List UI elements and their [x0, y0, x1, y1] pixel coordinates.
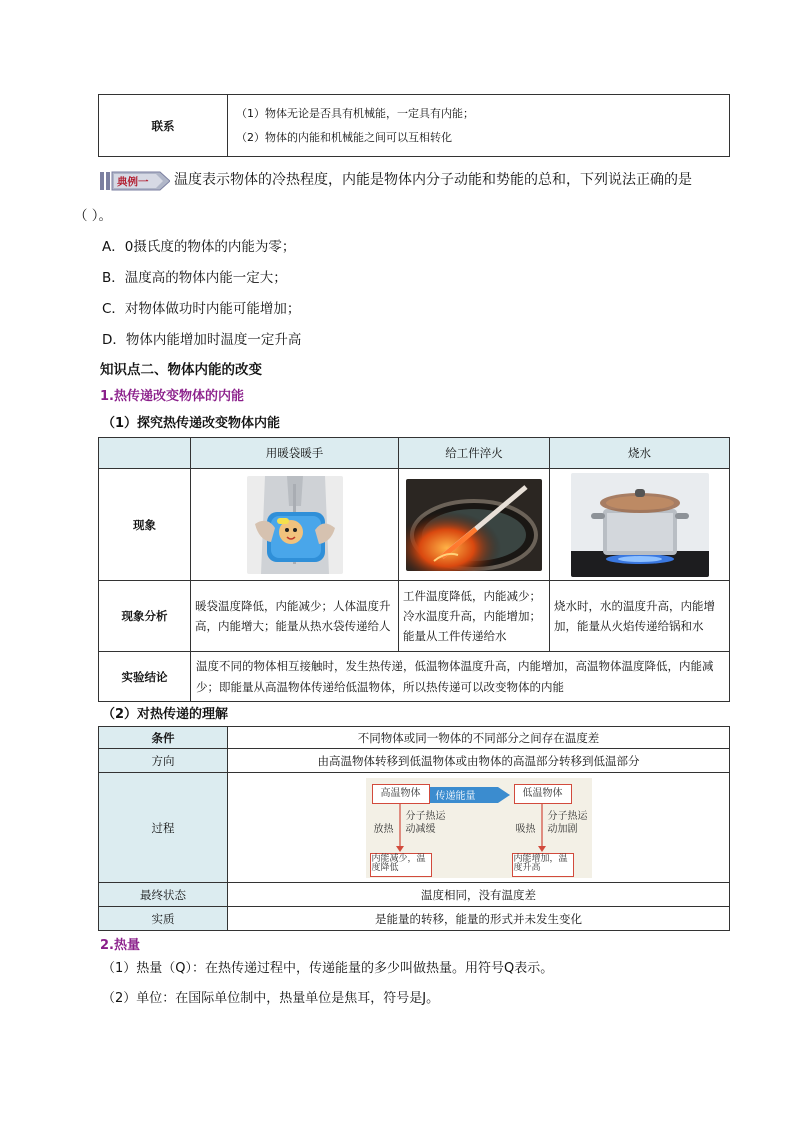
final-state-value: 温度相同，没有温度差 [228, 883, 730, 907]
phenomenon-warmer [191, 469, 399, 581]
section2-sub2-1: （1）热量（Q）：在热传递过程中，传递能量的多少叫做热量。用符号Q表示。 [102, 961, 554, 976]
row-conclusion-label: 实验结论 [99, 652, 191, 702]
essence-value: 是能量的转移，能量的形式并未发生变化 [228, 907, 730, 931]
process-diagram-cell [228, 773, 730, 883]
analysis-quench: 工件温度降低，内能减少；冷水温度升高，内能增加；能量从工件传递给水 [399, 581, 550, 652]
relation-table [98, 94, 730, 157]
option-c: C．对物体做功时内能可能增加； [102, 301, 301, 317]
high-temp-box: 高温物体 [372, 784, 430, 804]
low-temp-box: 低温物体 [514, 784, 572, 804]
option-b: B．温度高的物体内能一定大； [102, 270, 287, 286]
relation-content [228, 95, 730, 157]
analysis-boil: 烧水时，水的温度升高，内能增加，能量从火焰传递给锅和水 [550, 581, 730, 652]
relation-label: 联系 [99, 95, 228, 157]
option-d: D．物体内能增加时温度一定升高 [102, 332, 302, 348]
header-warmer: 用暖袋暖手 [191, 438, 399, 469]
essence-label: 实质 [99, 907, 228, 931]
relation-item-2: （2）物体的内能和机械能之间可以互相转化 [236, 130, 452, 144]
phenomenon-boil [550, 469, 730, 581]
phenomenon-quench [399, 469, 550, 581]
left-result-box: 内能减少，温度降低 [370, 853, 432, 877]
option-a: A．0摄氏度的物体的内能为零； [102, 239, 296, 255]
example-tag [100, 170, 170, 192]
conclusion-text: 温度不同的物体相互接触时，发生热传递，低温物体温度升高，内能增加，高温物体温度降低，内能减少；即能量从高温物体传递给低温物体，所以热传递可以改变物体的内能 [191, 652, 730, 702]
boiling-pot-image [571, 473, 709, 577]
example-question-line2: （ ）。 [74, 208, 113, 224]
direction-label: 方向 [99, 749, 228, 773]
example-tag-label: 典例一 [117, 176, 149, 188]
header-quench: 给工件淬火 [399, 438, 550, 469]
final-state-label: 最终状态 [99, 883, 228, 907]
explore-table [98, 437, 730, 702]
section2-title: 知识点二、物体内能的改变 [100, 362, 262, 378]
example-question-line1: 温度表示物体的冷热程度，内能是物体内分子动能和势能的总和，下列说法正确的是 [174, 172, 692, 188]
transfer-arrow-label: 传递能量 [435, 790, 476, 802]
release-heat-label: 放热 [373, 823, 394, 835]
absorb-heat-label: 吸热 [515, 823, 536, 835]
hand-warmer-image [247, 476, 343, 574]
section2-sub2: 2.热量 [100, 938, 140, 953]
quenching-image [406, 479, 542, 571]
process-label: 过程 [99, 773, 228, 883]
row-phenomenon-label: 现象 [99, 469, 191, 581]
analysis-warmer: 暖袋温度降低，内能减少；人体温度升高，内能增大；能量从热水袋传递给人 [191, 581, 399, 652]
section2-sub1-2: （2）对热传递的理解 [102, 707, 229, 722]
row-analysis-label: 现象分析 [99, 581, 191, 652]
direction-value: 由高温物体转移到低温物体或由物体的高温部分转移到低温部分 [228, 749, 730, 773]
condition-value: 不同物体或同一物体的不同部分之间存在温度差 [228, 727, 730, 749]
condition-label: 条件 [99, 727, 228, 749]
relation-item-1: （1）物体无论是否具有机械能，一定具有内能； [236, 107, 474, 121]
section2-sub1: 1.热传递改变物体的内能 [100, 389, 244, 404]
left-motion-label: 分子热运动减缓 [405, 810, 446, 835]
process-diagram [366, 778, 592, 878]
understand-table [98, 726, 730, 931]
right-motion-label: 分子热运动加剧 [547, 810, 588, 835]
section2-sub1-1: （1）探究热传递改变物体内能 [102, 416, 281, 431]
section2-sub2-2: （2）单位：在国际单位制中，热量单位是焦耳，符号是J。 [102, 991, 440, 1006]
header-boil: 烧水 [550, 438, 730, 469]
right-result-box: 内能增加，温度升高 [512, 853, 574, 877]
